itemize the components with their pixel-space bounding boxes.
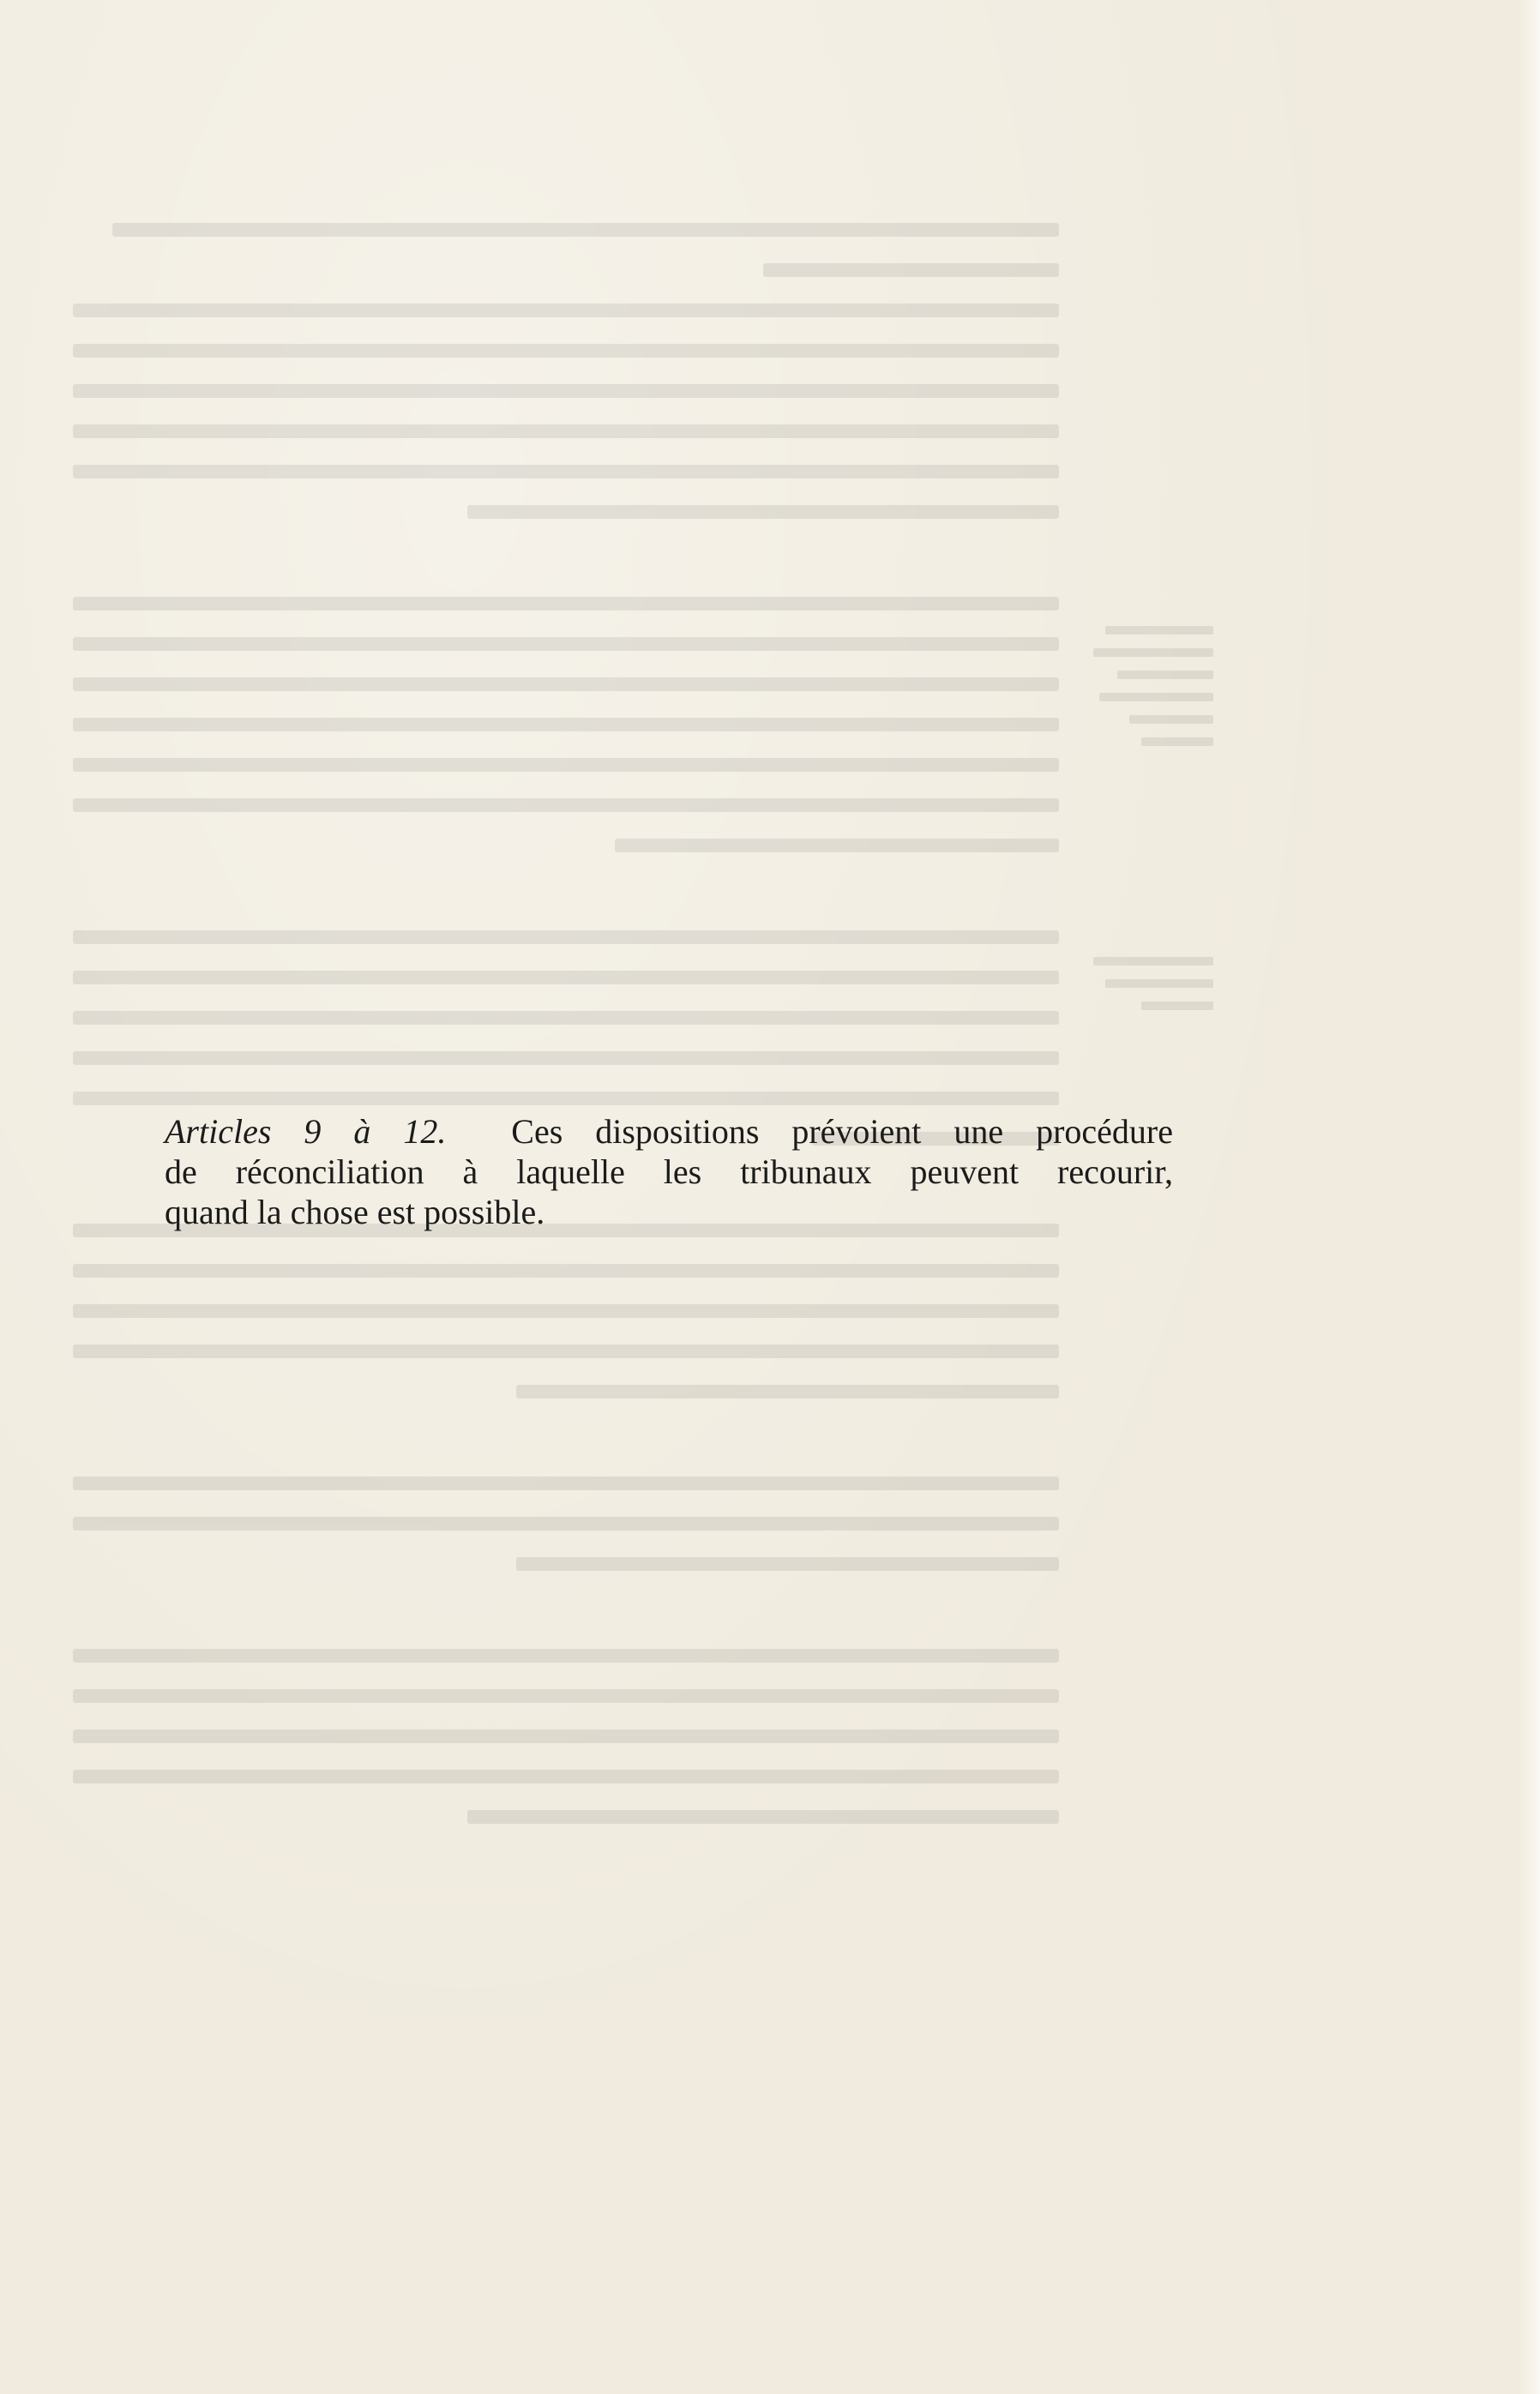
page-edge: [1518, 0, 1540, 2394]
paragraph-line-1-text: Ces dispositions prévoient une procédure: [511, 1112, 1173, 1151]
article-reference: Articles 9 à 12.: [165, 1112, 447, 1151]
show-through-texture: [81, 129, 1213, 1758]
paragraph-line-2: de réconciliation à laquelle les tribunaux peuvent recourir,: [165, 1152, 1173, 1191]
commentary-paragraph: [165, 1111, 1173, 1232]
paragraph-line-1: [165, 1111, 1173, 1152]
paragraph-line-3: quand la chose est possible.: [165, 1193, 545, 1231]
